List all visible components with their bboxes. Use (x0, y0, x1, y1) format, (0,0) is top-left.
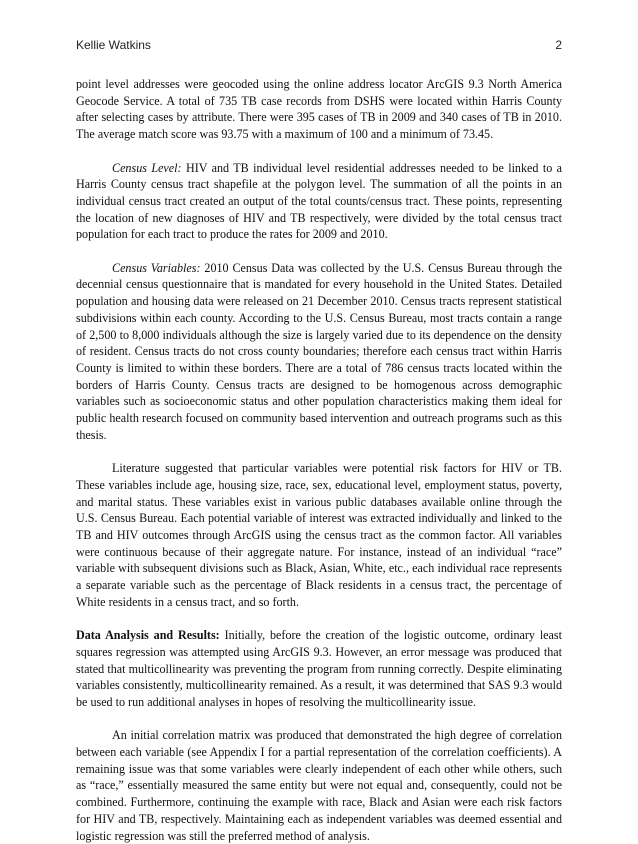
page-header (76, 37, 562, 53)
paragraph-gap (76, 243, 562, 260)
paragraph-gap (76, 443, 562, 460)
paragraph-gap (76, 610, 562, 627)
paragraph-census-level (76, 160, 562, 244)
header-page-number: 2 (555, 38, 562, 52)
paragraph-text: 2010 Census Data was collected by the U.S. Census Bureau through the decennial census questionnaire that is mandated for every household in the United States. Detailed population and housing data were released on 21 December 2010. Census tracts represent statistical subdivisions within each county. According to the U.S. Census Bureau, most tracts contain a range of 2,500 to 8,000 individuals although the size is largely varied due to its dependence on the density of resident. Census tracts do not cross county boundaries; therefore each census tract within Harris County is limited to within these borders. There are a total of 786 census tracts located within the borders of Harris County. Census tracts are designed to be homogenous across demographic variables such as socioeconomic status and other population characteristics making them ideal for public health research focused on community based intervention and outreach programs such as this thesis. (76, 260, 562, 442)
paragraph-correlation (76, 727, 562, 844)
section-heading-census-variables: Census Variables: (112, 260, 201, 275)
paragraph-text: Initially, before the creation of the logistic outcome, ordinary least squares regression was attempted using ArcGIS 9.3. However, an error message was produced that stated that multicollinearity was preventing the program from running correctly. Despite eliminating variables consistently, multicollinearity remained. As a result, it was determined that SAS 9.3 would be used to run additional analyses in hopes of resolving the multicollinearity issue. (76, 628, 562, 709)
paragraph-text: Literature suggested that particular variables were potential risk factors for HIV or TB. These variables include age, housing size, race, sex, educational level, employment status, poverty, and marital status. These variables exist in various public databases available online through the U.S. Census Bureau. Each potential variable of interest was extracted individually and linked to the TB and HIV outcomes through ArcGIS using the census tract as the common factor. All variables were continuous because of their aggregate nature. For instance, instead of an individual “race” variable with subsequent divisions such as Black, Asian, White, etc., each individual race represents a separate variable such as the percentage of Black residents in a census tract, the percentage of White residents in a census tract, and so forth. (76, 461, 562, 609)
paragraph-literature (76, 460, 562, 610)
section-heading-census-level: Census Level: (112, 160, 182, 175)
paragraph-gap (76, 711, 562, 728)
body-text (76, 76, 562, 844)
paragraph-data-analysis (76, 627, 562, 711)
paragraph-text: HIV and TB individual level residential addresses needed to be linked to a Harris County census tract shapefile at the polygon level. The summation of all the points in an individual census tract created an output of the total counts/census tract. These points, representing the location of new diagnoses of HIV and TB respectively, were divided by the total census tract population for each tract to produce the rates for 2009 and 2010. (76, 160, 562, 242)
paragraph-text: point level addresses were geocoded using the online address locator ArcGIS 9.3 North America Geocode Service. A total of 735 TB case records from DSHS were located within Harris County after selecting cases by attribute. There were 395 cases of TB in 2009 and 340 cases of TB in 2010. The average match score was 93.75 with a maximum of 100 and a minimum of 73.45. (76, 77, 562, 142)
section-heading-data-analysis: Data Analysis and Results: (76, 628, 220, 643)
header-author: Kellie Watkins (76, 38, 151, 52)
paragraph-census-variables (76, 260, 562, 444)
paragraph-geocoding (76, 76, 562, 143)
paragraph-text: An initial correlation matrix was produced that demonstrated the high degree of correlation between each variable (see Appendix I for a partial representation of the correlation coefficients). A remaining issue was that some variables were clearly independent of each other while others, such as “race,” essentially measured the same entity but were not equal and, consequently, could not be combined. Furthermore, continuing the example with race, Black and Asian were each risk factors for HIV and TB, respectively. Maintaining each as independent variables was deemed essential and logistic regression was still the preferred method of analysis. (76, 728, 562, 843)
paragraph-gap (76, 143, 562, 160)
